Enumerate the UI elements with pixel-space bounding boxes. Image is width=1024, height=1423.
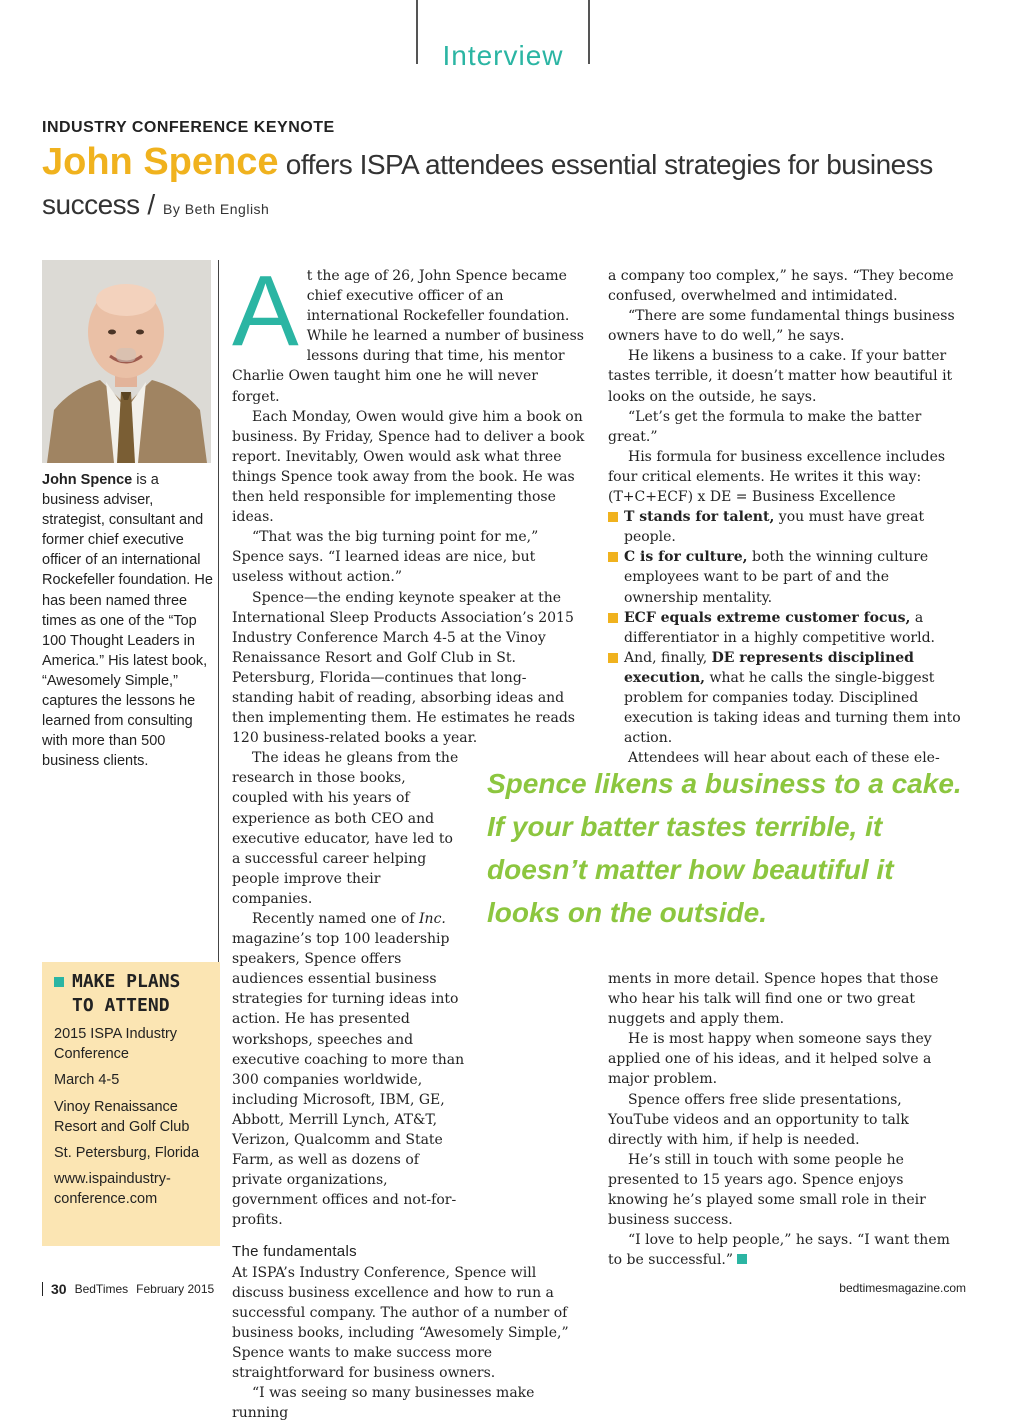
bullet-execution: And, finally, DE represents disciplined execution, what he calls the single-biggest problem for companies today. Disciplined execution is taking ideas and turning them into action. bbox=[608, 648, 966, 748]
portrait-photo bbox=[42, 260, 211, 463]
footer-rule bbox=[42, 1282, 43, 1296]
bullet-talent: T stands for talent, you must have great people. bbox=[608, 507, 966, 547]
byline-separator: / bbox=[139, 189, 163, 220]
article-paragraph: ments in more detail. Spence hopes that those who hear his talk will find one or two great nuggets and apply them. bbox=[608, 971, 939, 1028]
square-bullet-icon bbox=[608, 653, 618, 663]
article-paragraph: Recently named one of Inc. magazine’s top 100 leadership speakers, Spence offers audiences essential business strategies for turning ideas into action. He has presented workshops, speeches and executive coaching to more than 300 companies worldwide, including Microsoft, IBM, GE, Abbott, Merrill Lynch, AT&T, Verizon, Qualcomm and State Farm, as well as dozens of private organizations, government offices and not-for-profits. bbox=[232, 911, 465, 1229]
make-plans-title: MAKE PLANS TO ATTEND bbox=[72, 971, 181, 1016]
caption-name: John Spence bbox=[42, 472, 133, 488]
plans-event: 2015 ISPA Industry Conference bbox=[54, 1026, 178, 1063]
end-mark-icon bbox=[737, 1254, 747, 1264]
pull-quote: Spence likens a business to a cake. If your batter tastes terrible, it doesn’t matter how beautiful it looks on the outside. bbox=[487, 768, 962, 928]
footer-url[interactable]: bedtimesmagazine.com bbox=[839, 1281, 966, 1295]
article-paragraph: a company too complex,” he says. “They become confused, overwhelmed and intimidated. bbox=[608, 268, 954, 305]
article-paragraph: “I love to help people,” he says. “I want them to be successful.” bbox=[608, 1232, 950, 1269]
caption-text: is a business adviser, strategist, consultant and former chief executive officer of an international Rockefeller foundation. He has been named three times as one of the “Top 100 Thought Leaders in America.” His latest book, “Awesomely Simple,” captures the lessons he learned from consulting with more than 500 business clients. bbox=[42, 472, 213, 770]
article-column-3-top bbox=[608, 266, 966, 768]
magazine-name: BedTimes bbox=[74, 1282, 129, 1296]
plans-dates: March 4-5 bbox=[54, 1072, 120, 1089]
make-plans-heading bbox=[54, 970, 212, 1018]
article-paragraph: His formula for business excellence includes four critical elements. He writes it this way: bbox=[608, 448, 946, 485]
section-label: Interview bbox=[442, 40, 564, 71]
page-footer bbox=[42, 1281, 214, 1297]
portrait-illustration bbox=[42, 260, 211, 463]
article-column-3-bottom bbox=[608, 969, 966, 1270]
square-bullet-icon bbox=[608, 552, 618, 562]
article-paragraph: “Let’s get the formula to make the batter great.” bbox=[608, 408, 922, 445]
photo-caption bbox=[42, 470, 214, 771]
kicker: INDUSTRY CONFERENCE KEYNOTE bbox=[42, 119, 335, 136]
page-number: 30 bbox=[51, 1281, 67, 1297]
article-paragraph: The ideas he gleans from the research in those books, coupled with his years of experience as both CEO and executive educator, have led to a successful career helping people improve their companies. bbox=[232, 750, 459, 907]
issue-date: February 2015 bbox=[136, 1282, 215, 1296]
drop-cap: A bbox=[232, 255, 299, 367]
plans-website[interactable]: www.ispaindustry-conference.com bbox=[54, 1171, 171, 1208]
article-paragraph: He likens a business to a cake. If your batter tastes terrible, it doesn’t matter how beautiful it looks on the outside, he says. bbox=[608, 348, 953, 405]
tab-rule-right bbox=[588, 0, 590, 64]
article-paragraph: Each Monday, Owen would give him a book on business. By Friday, Spence had to deliver a book report. Inevitably, Owen would ask what three things Spence took away from the book. He was then held responsible for implementing those ideas. bbox=[232, 408, 585, 526]
headline bbox=[42, 142, 972, 229]
article-paragraph: At the age of 26, John Spence became chief executive officer of an international Rockefeller foundation. While he learned a number of business lessons during that time, his mentor Charlie Owen taught him one he will never forget. bbox=[232, 255, 584, 405]
formula: (T+C+ECF) x DE = Business Excellence bbox=[608, 489, 896, 506]
square-bullet-icon bbox=[54, 977, 64, 987]
byline: By Beth English bbox=[163, 201, 270, 217]
plans-city: St. Petersburg, Florida bbox=[54, 1145, 200, 1162]
article-paragraph: “I was seeing so many businesses make running bbox=[232, 1385, 535, 1422]
article-paragraph: At ISPA’s Industry Conference, Spence will discuss business excellence and how to run a successful company. The author of a number of business books, including “Awesomely Simple,” Spence wants to make success more straightforward for business owners. bbox=[232, 1264, 569, 1381]
article-paragraph: Spence offers free slide presentations, YouTube videos and an opportunity to talk directly with him, if help is needed. bbox=[608, 1091, 909, 1148]
article-paragraph: Spence—the ending keynote speaker at the International Sleep Products Association’s 2015 Industry Conference March 4-5 at the Vinoy Renaissance Resort and Golf Club in St. Petersburg, Florida—continues that long-standing habit of reading, absorbing ideas and then implementing them. He estimates he reads 120 business-related books a year. bbox=[232, 589, 575, 747]
article-paragraph: “That was the big turning point for me,” Spence says. “I learned ideas are nice, but useless without action.” bbox=[232, 529, 539, 586]
headline-rest: offers ISPA attendees essential strategies for business success bbox=[42, 149, 933, 220]
square-bullet-icon bbox=[608, 613, 618, 623]
subhead-fundamentals: The fundamentals bbox=[232, 1242, 357, 1260]
make-plans-box bbox=[42, 962, 220, 1246]
square-bullet-icon bbox=[608, 512, 618, 522]
article-paragraph: “There are some fundamental things business owners have to do well,” he says. bbox=[608, 308, 955, 345]
headline-name: John Spence bbox=[42, 141, 279, 183]
article-paragraph: He is most happy when someone says they applied one of his ideas, and it helped solve a major problem. bbox=[608, 1031, 932, 1088]
bullet-culture: C is for culture, both the winning culture employees want to be part of and the ownership mentality. bbox=[608, 547, 966, 607]
article-paragraph: He’s still in touch with some people he presented to 15 years ago. Spence enjoys knowing he’s played some small role in their business success. bbox=[608, 1151, 926, 1229]
bullet-customer-focus: ECF equals extreme customer focus, a differentiator in a highly competitive world. bbox=[608, 608, 966, 648]
article-paragraph: Attendees will hear about each of these ele- bbox=[628, 750, 940, 767]
plans-venue: Vinoy Renaissance Resort and Golf Club bbox=[54, 1098, 190, 1135]
